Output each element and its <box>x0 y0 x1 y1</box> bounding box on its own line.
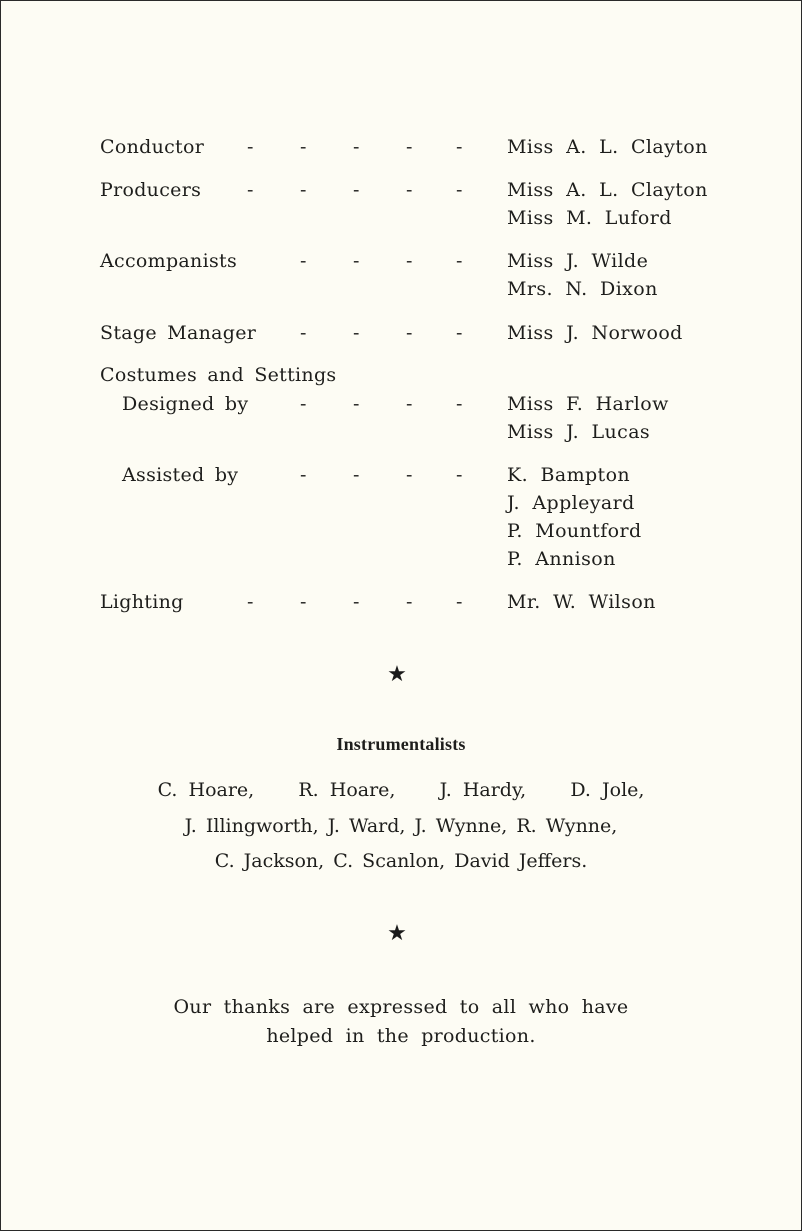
credit-row-producers: Producers - - - - - Miss A. L. Clayton Miss M. Luford <box>1 176 801 204</box>
credit-label: Lighting <box>100 591 184 613</box>
credit-row-conductor: Conductor - - - - - Miss A. L. Clayton <box>1 133 801 161</box>
credit-name: Miss A. L. Clayton <box>507 136 708 158</box>
credit-name: P. Annison <box>507 548 616 570</box>
credit-names <box>507 133 708 161</box>
credit-name: Miss M. Luford <box>507 207 672 229</box>
instrumentalists-line: C. Hoare, R. Hoare, J. Hardy, D. Jole, <box>157 779 645 801</box>
credit-label: Stage Manager <box>100 322 257 344</box>
credit-name: Miss J. Norwood <box>507 322 683 344</box>
star-divider-icon: ★ <box>387 921 407 946</box>
credit-names <box>507 461 642 573</box>
credit-name: Mr. W. Wilson <box>507 591 656 613</box>
credit-name: Miss J. Wilde <box>507 250 649 272</box>
instrumentalists-line: J. Illingworth, J. Ward, J. Wynne, R. Wynne, <box>184 815 618 837</box>
credit-names <box>507 176 708 232</box>
credit-names <box>507 588 656 616</box>
instrumentalists-heading: Instrumentalists <box>336 734 466 754</box>
credit-label: Assisted by <box>122 464 239 486</box>
credit-label: Accompanists <box>100 250 237 272</box>
credit-name: K. Bampton <box>507 464 631 486</box>
credit-row-lighting: Lighting - - - - - Mr. W. Wilson <box>1 588 801 616</box>
credit-names <box>507 247 658 303</box>
credit-label: Costumes and Settings <box>100 364 337 386</box>
credit-row-designed-by: Designed by - - - - Miss F. Harlow Miss J. Lucas <box>1 390 801 418</box>
credit-names <box>507 319 683 347</box>
credit-name: Miss F. Harlow <box>507 393 669 415</box>
credit-name: Mrs. N. Dixon <box>507 278 658 300</box>
credit-row-stage-manager: Stage Manager - - - - Miss J. Norwood <box>1 319 801 347</box>
credit-row-costumes-heading <box>1 361 801 389</box>
credit-names <box>507 390 669 446</box>
instrumentalists-line: C. Jackson, C. Scanlon, David Jeffers. <box>214 850 588 872</box>
thanks-line: helped in the production. <box>266 1025 536 1047</box>
star-divider-icon: ★ <box>387 662 407 687</box>
thanks-line: Our thanks are expressed to all who have <box>173 996 629 1018</box>
credit-name: J. Appleyard <box>507 492 635 514</box>
credit-name: Miss J. Lucas <box>507 421 651 443</box>
credit-label: Conductor <box>100 136 205 158</box>
credit-label: Producers <box>100 179 202 201</box>
credit-name: P. Mountford <box>507 520 642 542</box>
credit-label: Designed by <box>122 393 249 415</box>
credit-row-accompanists: Accompanists - - - - Miss J. Wilde Mrs. N. Dixon <box>1 247 801 275</box>
credit-row-assisted-by: Assisted by - - - - K. Bampton J. Appleyard P. Mountford P. Annison <box>1 461 801 489</box>
credit-name: Miss A. L. Clayton <box>507 179 708 201</box>
